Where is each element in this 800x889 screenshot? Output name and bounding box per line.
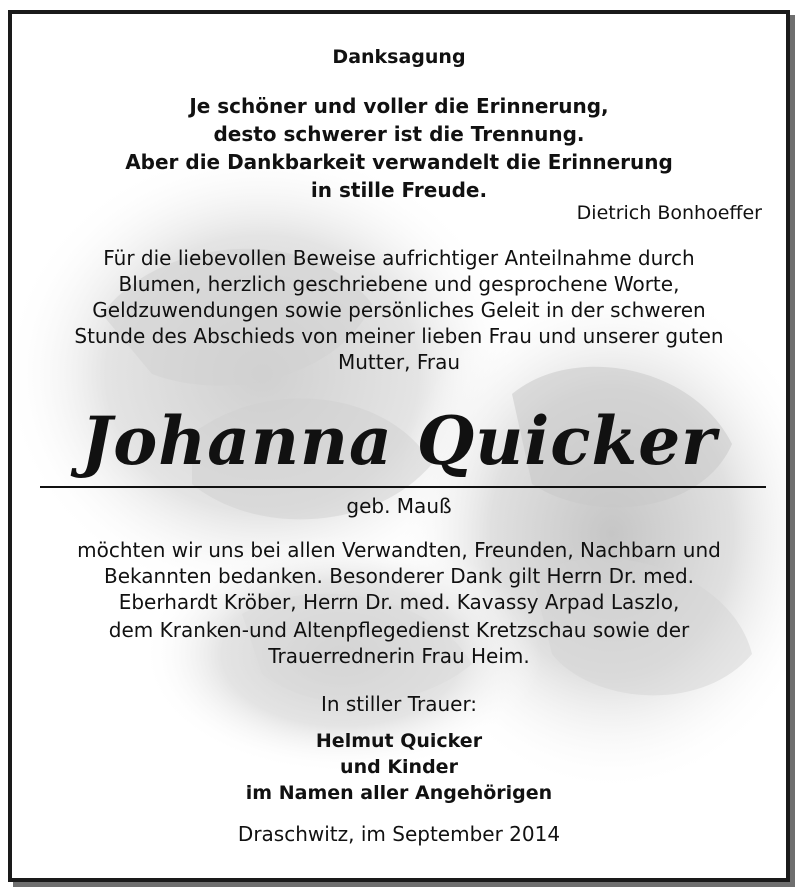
intro-line: Stunde des Abschieds von meiner lieben Frau und unserer guten xyxy=(74,324,724,348)
signatory-line: und Kinder xyxy=(340,756,458,778)
place-date: Draschwitz, im September 2014 xyxy=(237,822,561,846)
thanks-line: Bekannten bedanken. Besonderer Dank gilt Herrn Dr. med. xyxy=(104,564,694,588)
notice-frame xyxy=(8,10,790,882)
divider xyxy=(40,486,766,488)
heading: Danksagung xyxy=(332,46,466,68)
intro-line: Mutter, Frau xyxy=(337,350,461,374)
quote-line: in stille Freude. xyxy=(310,178,488,202)
quote-line: Je schöner und voller die Erinnerung, xyxy=(189,94,609,118)
intro-line: Für die liebevollen Beweise aufrichtiger Anteilnahme durch xyxy=(103,246,695,270)
intro-line: Geldzuwendungen sowie persönliches Geleit in der schweren xyxy=(92,298,706,322)
mourning-label: In stiller Trauer: xyxy=(320,692,478,716)
thanks-line: Eberhardt Kröber, Herrn Dr. med. Kavassy Arpad Laszlo, xyxy=(118,590,680,614)
birth-name: geb. Mauß xyxy=(346,494,452,518)
quote-line: Aber die Dankbarkeit verwandelt die Erinnerung xyxy=(125,150,673,174)
quote-line: desto schwerer ist die Trennung. xyxy=(213,122,585,146)
thanks-line: Trauerrednerin Frau Heim. xyxy=(268,644,530,668)
deceased-name: Johanna Quicker xyxy=(81,402,717,480)
signatory-line: Helmut Quicker xyxy=(315,730,483,752)
thanks-line: möchten wir uns bei allen Verwandten, Freunden, Nachbarn und xyxy=(77,538,721,562)
notice-content xyxy=(12,14,786,878)
intro-line: Blumen, herzlich geschriebene und gesprochene Worte, xyxy=(118,272,680,296)
quote-author: Dietrich Bonhoeffer xyxy=(576,202,762,224)
signatory-line: im Namen aller Angehörigen xyxy=(245,782,553,804)
thanks-line: dem Kranken-und Altenpflegedienst Kretzschau sowie der xyxy=(108,618,690,642)
